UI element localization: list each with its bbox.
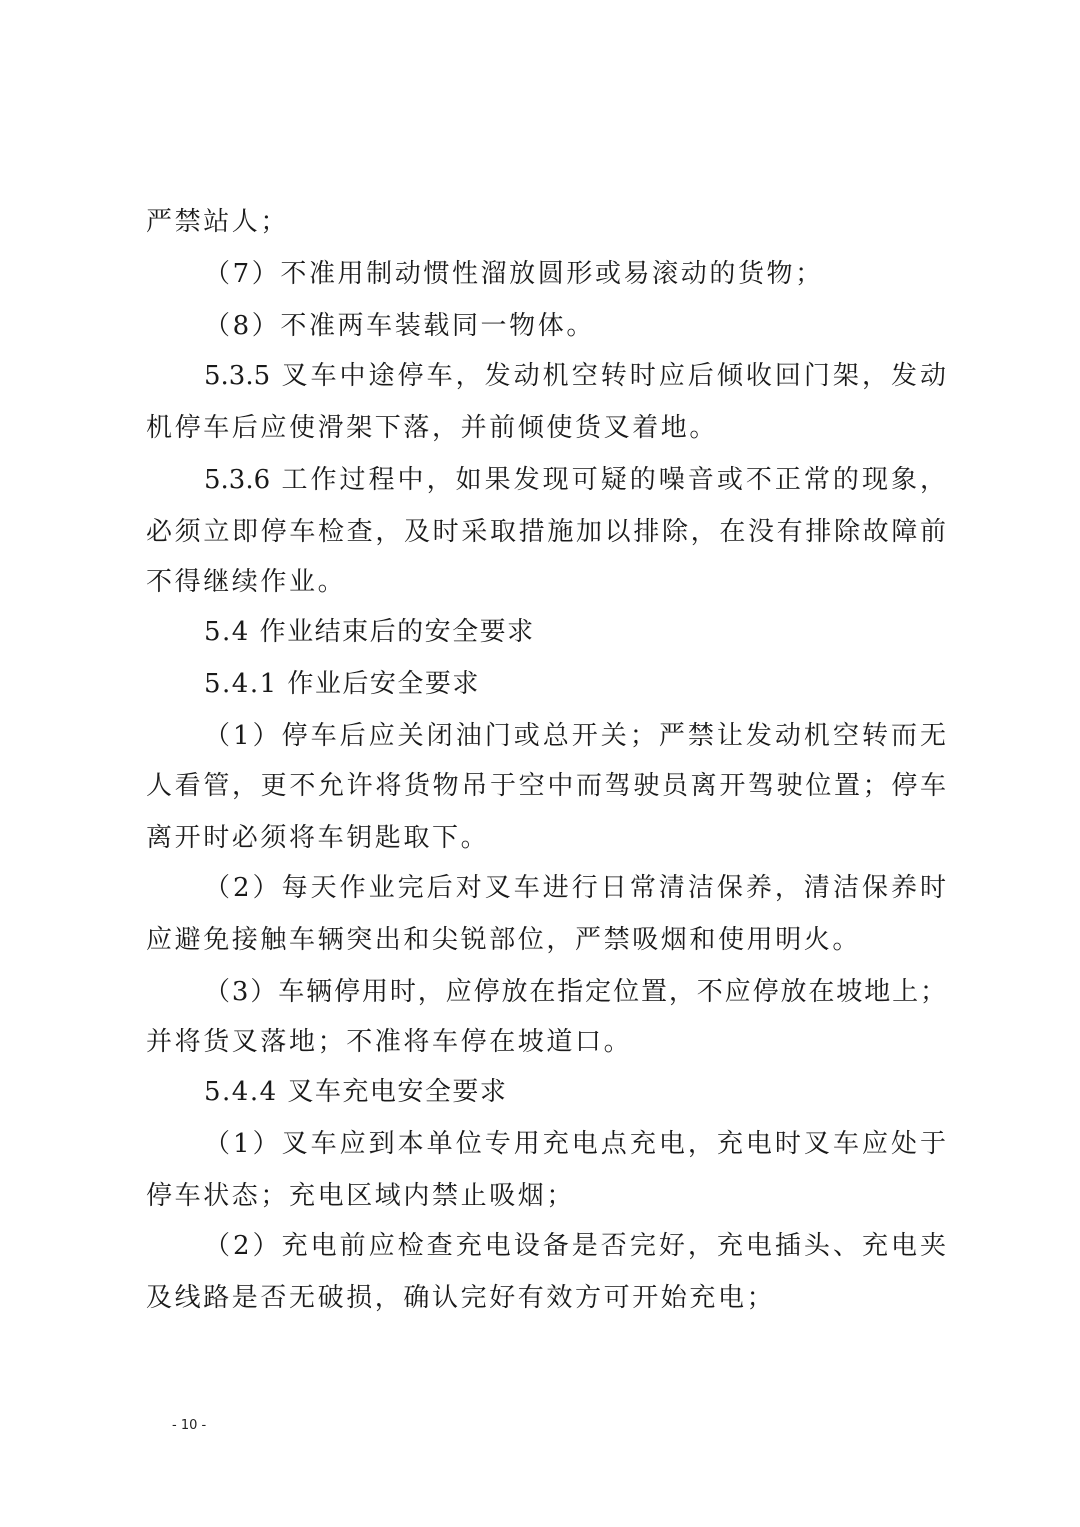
item-5-4-4-2-line-2: 及线路是否无破损，确认完好有效方可开始充电； [146, 1283, 776, 1313]
subsection-heading-5-4-1: 5.4.1 作业后安全要求 [204, 669, 480, 699]
item-5-4-1-2-line-2: 应避免接触车辆突出和尖锐部位，严禁吸烟和使用明火。 [146, 925, 862, 955]
subsection-heading-5-4-4: 5.4.4 叉车充电安全要求 [204, 1077, 508, 1107]
item-5-4-1-1-line-2: 人看管，更不允许将货物吊于空中而驾驶员离开驾驶位置；停车 [146, 771, 946, 801]
item-5-4-4-2-line-1: （2）充电前应检查充电设备是否完好，充电插头、充电夹 [204, 1231, 946, 1261]
text-line-continuation: 严禁站人； [146, 207, 290, 237]
clause-5-3-5-line-1: 5.3.5 叉车中途停车，发动机空转时应后倾收回门架，发动 [204, 361, 946, 391]
clause-5-3-6-line-1: 5.3.6 工作过程中，如果发现可疑的噪音或不正常的现象， [204, 465, 946, 495]
item-5-4-4-1-line-1: （1）叉车应到本单位专用充电点充电，充电时叉车应处于 [204, 1129, 946, 1159]
clause-5-3-6-line-2: 必须立即停车检查，及时采取措施加以排除，在没有排除故障前 [146, 517, 946, 547]
item-5-4-1-1-line-1: （1）停车后应关闭油门或总开关；严禁让发动机空转而无 [204, 721, 946, 751]
page-number: - 10 - [172, 1418, 207, 1433]
item-5-4-4-1-line-2: 停车状态；充电区域内禁止吸烟； [146, 1181, 576, 1211]
item-5-4-1-2-line-1: （2）每天作业完后对叉车进行日常清洁保养，清洁保养时 [204, 873, 946, 903]
list-item-7: （7）不准用制动惯性溜放圆形或易滚动的货物； [204, 259, 824, 289]
clause-5-3-5-line-2: 机停车后应使滑架下落，并前倾使货叉着地。 [146, 413, 719, 443]
item-5-4-1-3-line-1: （3）车辆停用时，应停放在指定位置，不应停放在坡地上； [204, 977, 946, 1007]
clause-5-3-6-line-3: 不得继续作业。 [146, 567, 347, 597]
list-item-8: （8）不准两车装载同一物体。 [204, 311, 595, 341]
item-5-4-1-3-line-2: 并将货叉落地；不准将车停在坡道口。 [146, 1027, 633, 1057]
item-5-4-1-1-line-3: 离开时必须将车钥匙取下。 [146, 823, 490, 853]
section-heading-5-4: 5.4 作业结束后的安全要求 [204, 617, 535, 647]
